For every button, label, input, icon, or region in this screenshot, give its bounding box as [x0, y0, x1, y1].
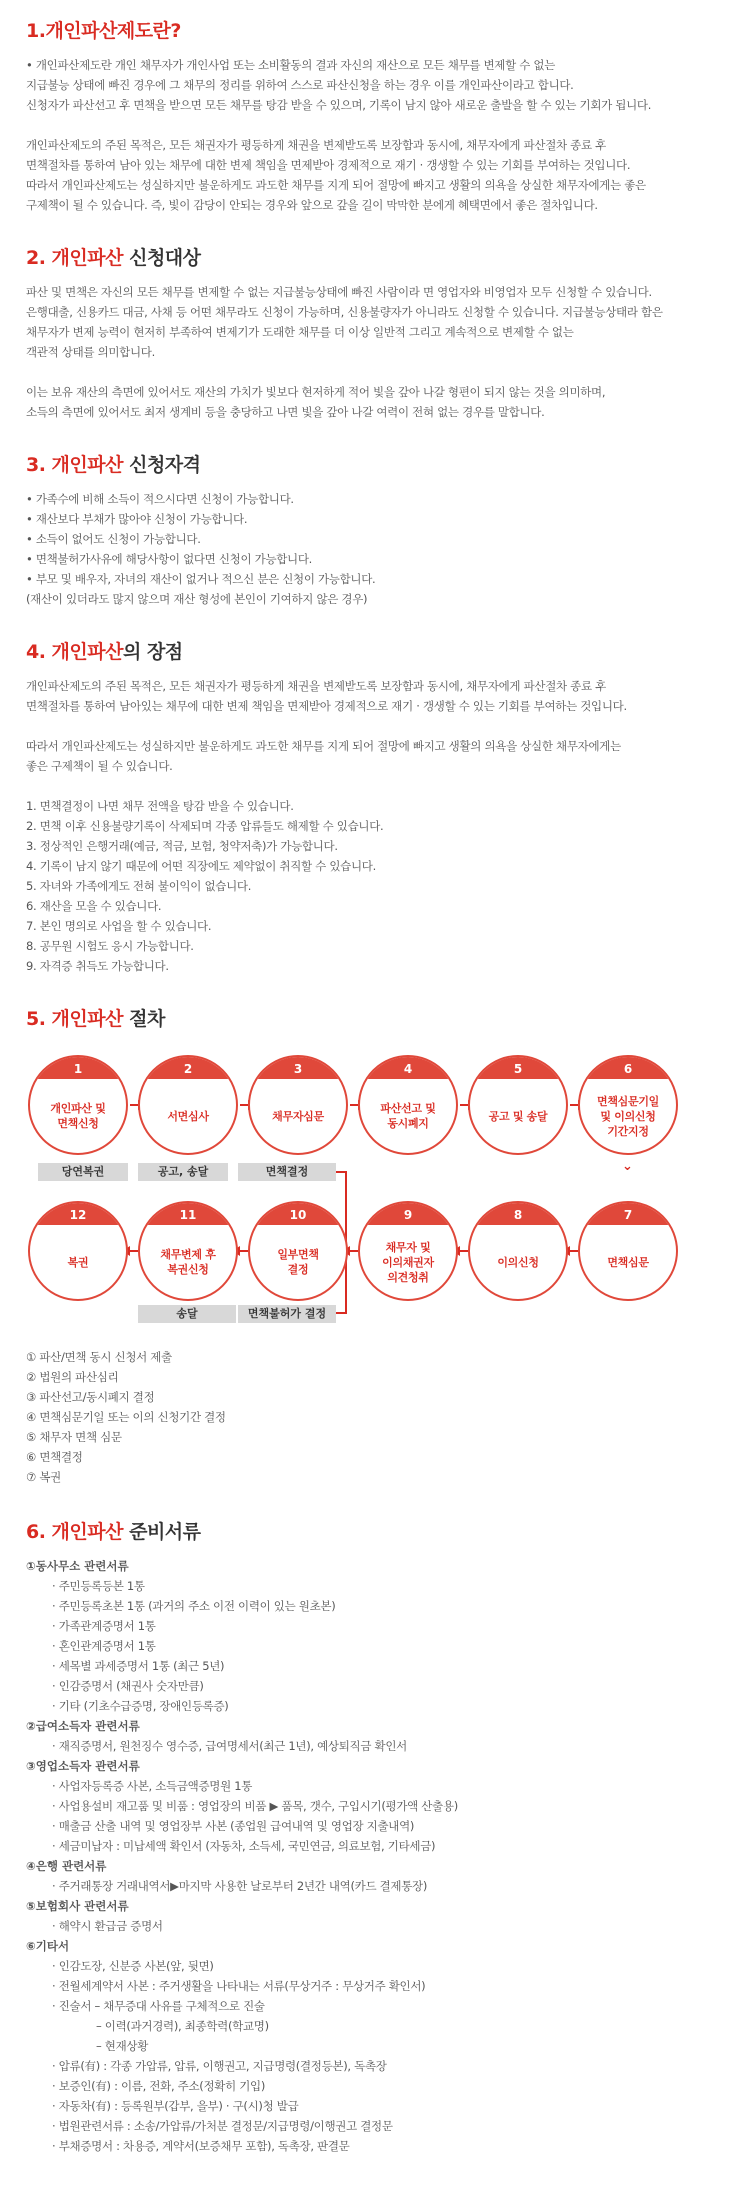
list-item: 1. 면책결정이 나면 채무 전액을 탕감 받을 수 있습니다.: [26, 799, 294, 813]
list-item: 9. 자격증 취득도 가능합니다.: [26, 959, 169, 973]
list-item: • 부모 및 배우자, 자녀의 재산이 없거나 적으신 분은 신청이 가능합니다.: [26, 572, 376, 586]
tag-discharge-denied: 면책불허가 결정: [238, 1305, 336, 1323]
section-4-title: 4. 개인파산의 장점: [26, 641, 183, 663]
list-item: · 주민등록등본 1통: [52, 1579, 145, 1593]
list-item: ① 파산/면책 동시 신청서 제출: [26, 1350, 172, 1364]
list-item: ⑥ 면책결정: [26, 1450, 83, 1464]
step-5: 5 공고 및 송달: [468, 1055, 568, 1155]
list-item: • 소득이 없어도 신청이 가능합니다.: [26, 532, 201, 546]
list-item: 3. 정상적인 은행거래(예금, 적금, 보험, 청약저축)가 가능합니다.: [26, 839, 338, 853]
section-3-title: 3. 개인파산 신청자격: [26, 454, 201, 476]
list-item: ⑦ 복권: [26, 1470, 61, 1484]
list-item: ⑤ 채무자 면책 심문: [26, 1430, 122, 1444]
step-2: 2 서면심사: [138, 1055, 238, 1155]
section-4-p2: 따라서 개인파산제도는 성실하지만 불운하게도 과도한 채무를 지게 되어 절망에 빠지고 생활의 의욕을 상실한 채무자에게는 좋은 구제책이 될 수 있습니다.: [26, 739, 621, 773]
list-item: · 부채증명서 : 차용증, 계약서(보증채무 포함), 독촉장, 판결문: [52, 2139, 350, 2153]
tag-delivery: 송달: [138, 1305, 236, 1323]
list-item: • 가족수에 비해 소득이 적으시다면 신청이 가능합니다.: [26, 492, 294, 506]
tag-auto-reinstatement: 당연복권: [38, 1163, 128, 1181]
section-1-p1: • 개인파산제도란 개인 채무자가 개인사업 또는 소비활동의 결과 자신의 재산으로 모든 채무를 변제할 수 없는 지급불능 상태에 빠진 경우에 그 채무의 정리를 위하여 스스로 파산신청을 하는 경우 이를 개인파산이라고 합니다. 신청자가 파산선고 후 면책을 받으면 모든 채무를 탕감 받을 수 있으며, 기록이 남지 않아 새로운 출발을 할 수 있는 기회가 됩니다.: [26, 58, 652, 112]
docs-group-1: ①동사무소 관련서류 · 주민등록등본 1통 · 주민등록초본 1통 (과거의 주소 이전 이력이 있는 원초본) · 가족관계증명서 1통 · 혼인관계증명서 1통 · 세목별 과세증명서 1통 (최근 5년) · 인감증명서 (채권사 숫자만큼) · 기타 (기초수급증명, 장애인등록증): [26, 1556, 724, 1716]
section-4-p1: 개인파산제도의 주된 목적은, 모든 채권자가 평등하게 채권을 변제받도록 보장함과 동시에, 채무자에게 파산절차 종료 후 면책절차를 통하여 남아있는 채무에 대한 변제 책임을 면제받아 경제적으로 재기 · 갱생할 수 있는 기회를 부여하는 것입니다.: [26, 679, 627, 713]
list-item: · 사업용설비 재고품 및 비품 : 영업장의 비품 ▶ 품목, 갯수, 구입시기(평가액 산출용): [52, 1799, 458, 1813]
tag-notice-delivery: 공고, 송달: [138, 1163, 228, 1181]
docs-group-4: ④은행 관련서류 · 주거래통장 거래내역서▶마지막 사용한 날로부터 2년간 내역(카드 결제통장): [26, 1856, 724, 1896]
list-item: · 세목별 과세증명서 1통 (최근 5년): [52, 1659, 225, 1673]
list-item: · 진술서 – 채무증대 사유를 구체적으로 진술: [52, 1999, 265, 2013]
list-item: · 기타 (기초수급증명, 장애인등록증): [52, 1699, 229, 1713]
docs-group-5: ⑤보험회사 관련서류 · 해약시 환급금 증명서: [26, 1896, 724, 1936]
docs-group-2: ②급여소득자 관련서류 · 재직증명서, 원천징수 영수증, 급여명세서(최근 1년), 예상퇴직금 확인서: [26, 1716, 724, 1756]
list-item: • 재산보다 부채가 많아야 신청이 가능합니다.: [26, 512, 248, 526]
section-2-p1: 파산 및 면책은 자신의 모든 채무를 변제할 수 없는 지급불능상태에 빠진 사람이라 면 영업자와 비영업자 모두 신청할 수 있습니다. 은행대출, 신용카드 대금, 사채 등 어떤 채무라도 신청이 가능하며, 신용불량자가 아니라도 신청할 수 있습니다. 지급불능상태라 함은 채무자가 변제 능력이 현저히 부족하여 변제기가 도래한 채무를 더 이상 일반적 그리고 계속적으로 변제할 수 없는 객관적 상태를 의미합니다.: [26, 285, 663, 359]
list-item: ② 법원의 파산심리: [26, 1370, 119, 1384]
step-12: 12 복권: [28, 1201, 128, 1301]
list-item: 2. 면책 이후 신용불량기록이 삭제되며 각종 압류들도 해제할 수 있습니다.: [26, 819, 384, 833]
list-item: 7. 본인 명의로 사업을 할 수 있습니다.: [26, 919, 212, 933]
list-item: · 해약시 환급금 증명서: [52, 1919, 163, 1933]
chevron-down-icon: ⌄: [622, 1159, 633, 1174]
list-item: · 보증인(有) : 이름, 전화, 주소(정확히 기입): [52, 2079, 266, 2093]
step-7: 7 면책심문: [578, 1201, 678, 1301]
tag-discharge-decision: 면책결정: [238, 1163, 336, 1181]
step-8: 8 이의신청: [468, 1201, 568, 1301]
section-6: [26, 1517, 724, 2156]
section-3: [26, 450, 724, 609]
list-item: ③ 파산선고/동시폐지 결정: [26, 1390, 155, 1404]
docs-group-6: ⑥기타서 · 인감도장, 신분증 사본(앞, 뒷면) · 전월세계약서 사본 : 주거생활을 나타내는 서류(무상거주 : 무상거주 확인서) · 진술서 – 채무증대 사유를 구체적으로 진술 – 이력(과거경력), 최종학력(학교명) – 현재상황 · 압류(有) : 각종 가압류, 압류, 이행권고, 지급명령(결정등본), 독촉장 · 보증인(有) : 이름, 전화, 주소(정확히 기입) · 자동차(有) : 등록원부(갑부, 을부) · 구(시)청 발급 · 법원관련서류 : 소송/가압류/가처분 결정문/지급명령/이행권고 결정문 · 부채증명서 : 차용증, 계약서(보증채무 포함), 독촉장, 판결문: [26, 1936, 724, 2156]
list-item: ④ 면책심문기일 또는 이의 신청기간 결정: [26, 1410, 226, 1424]
list-item: – 이력(과거경력), 최종학력(학교명): [96, 2019, 269, 2033]
list-item: · 전월세계약서 사본 : 주거생활을 나타내는 서류(무상거주 : 무상거주 확인서): [52, 1979, 426, 1993]
list-item: · 인감증명서 (채권사 숫자만큼): [52, 1679, 204, 1693]
section-4-list: [26, 796, 724, 976]
section-5-title: 5. 개인파산 절차: [26, 1008, 165, 1030]
list-item: · 가족관계증명서 1통: [52, 1619, 156, 1633]
section-2-p2: 이는 보유 재산의 측면에 있어서도 재산의 가치가 빛보다 현저하게 적어 빛을 갚아 나갈 형편이 되지 않는 것을 의미하며, 소득의 측면에 있어서도 최저 생계비 등을 충당하고 나면 빛을 갚아 나갈 여력이 전혀 없는 경우를 말합니다.: [26, 385, 606, 419]
section-4: [26, 637, 724, 976]
list-item: · 주거래통장 거래내역서▶마지막 사용한 날로부터 2년간 내역(카드 결제통장): [52, 1879, 428, 1893]
step-11: 11 채무변제 후 복권신청: [138, 1201, 238, 1301]
list-item: · 사업자등록증 사본, 소득금액증명원 1통: [52, 1779, 253, 1793]
list-item: • 면책불허가사유에 해당사항이 없다면 신청이 가능합니다.: [26, 552, 313, 566]
section-6-title: 6. 개인파산 준비서류: [26, 1521, 201, 1543]
list-item: · 매출금 산출 내역 및 영업장부 사본 (종업원 급여내역 및 영업장 지출내역): [52, 1819, 415, 1833]
section-5: [26, 1004, 724, 1487]
list-item: · 재직증명서, 원천징수 영수증, 급여명세서(최근 1년), 예상퇴직금 확인서: [52, 1739, 407, 1753]
list-item: · 인감도장, 신분증 사본(앞, 뒷면): [52, 1959, 214, 1973]
list-item: · 주민등록초본 1통 (과거의 주소 이전 이력이 있는 원초본): [52, 1599, 336, 1613]
step-10: 10 일부면책 결정: [248, 1201, 348, 1301]
section-3-list: [26, 489, 724, 609]
section-2: [26, 243, 724, 422]
list-item: · 압류(有) : 각종 가압류, 압류, 이행권고, 지급명령(결정등본), 독촉장: [52, 2059, 387, 2073]
procedure-summary: [26, 1347, 724, 1487]
step-3: 3 채무자심문: [248, 1055, 348, 1155]
procedure-diagram: [26, 1043, 716, 1333]
step-4: 4 파산선고 및 동시폐지: [358, 1055, 458, 1155]
list-item: (재산이 있더라도 많지 않으며 재산 형성에 본인이 기여하지 않은 경우): [26, 592, 368, 606]
list-item: · 자동차(有) : 등록원부(갑부, 을부) · 구(시)청 발급: [52, 2099, 299, 2113]
list-item: · 법원관련서류 : 소송/가압류/가처분 결정문/지급명령/이행권고 결정문: [52, 2119, 393, 2133]
step-6: 6 면책심문기일 및 이의신청 기간지정: [578, 1055, 678, 1155]
docs-group-3: ③영업소득자 관련서류 · 사업자등록증 사본, 소득금액증명원 1통 · 사업용설비 재고품 및 비품 : 영업장의 비품 ▶ 품목, 갯수, 구입시기(평가액 산출용) · 매출금 산출 내역 및 영업장부 사본 (종업원 급여내역 및 영업장 지출내역) · 세금미납자 : 미납세액 확인서 (자동차, 소득세, 국민연금, 의료보험, 기타세금): [26, 1756, 724, 1856]
section-2-title: 2. 개인파산 신청대상: [26, 247, 201, 269]
list-item: 6. 재산을 모을 수 있습니다.: [26, 899, 162, 913]
section-1: [26, 16, 724, 215]
section-1-title: 1.개인파산제도란?: [26, 20, 181, 42]
list-item: · 세금미납자 : 미납세액 확인서 (자동차, 소득세, 국민연금, 의료보험, 기타세금): [52, 1839, 436, 1853]
list-item: 8. 공무원 시험도 응시 가능합니다.: [26, 939, 194, 953]
list-item: – 현재상황: [96, 2039, 149, 2053]
list-item: · 혼인관계증명서 1통: [52, 1639, 156, 1653]
step-9: 9 채무자 및 이의채권자 의견청취: [358, 1201, 458, 1301]
list-item: 4. 기록이 남지 않기 때문에 어떤 직장에도 제약없이 취직할 수 있습니다.: [26, 859, 376, 873]
step-1: 1 개인파산 및 면책신청: [28, 1055, 128, 1155]
section-1-p2: 개인파산제도의 주된 목적은, 모든 채권자가 평등하게 채권을 변제받도록 보장함과 동시에, 채무자에게 파산절차 종료 후 면책절차를 통하여 남아 있는 채무에 대한 변제 책임을 면제받아 경제적으로 재기 · 갱생할 수 있는 기회를 부여하는 것입니다. 따라서 개인파산제도는 성실하지만 불운하게도 과도한 채무를 지게 되어 절망에 빠지고 생활의 의욕을 상실한 채무자에게는 좋은 구제책이 될 수 있습니다. 즉, 빛이 감당이 안되는 경우와 앞으로 갚을 길이 막막한 분에게 혜택면에서 좋은 절차입니다.: [26, 138, 646, 212]
list-item: 5. 자녀와 가족에게도 전혀 불이익이 없습니다.: [26, 879, 252, 893]
